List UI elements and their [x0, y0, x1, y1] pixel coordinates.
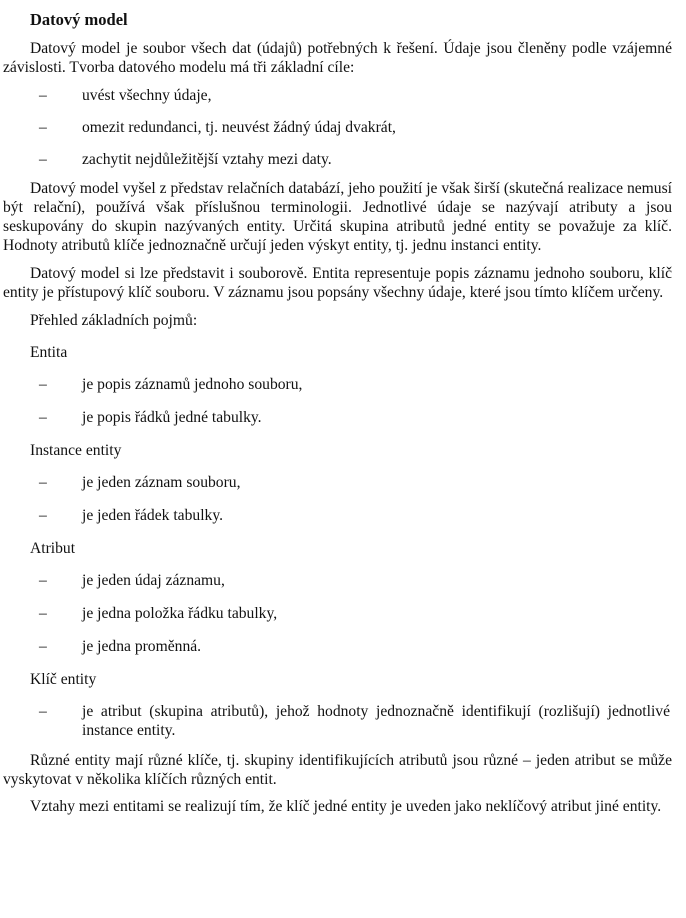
list-item: [30, 506, 672, 525]
list-item: [30, 118, 672, 137]
term-instance-label: Instance entity: [30, 442, 122, 459]
term-definition: je popis řádků jedné tabulky.: [82, 409, 262, 426]
dash-bullet: –: [39, 572, 47, 589]
term-entity-label: Entita: [30, 344, 68, 361]
term-definition: je popis záznamů jednoho souboru,: [82, 376, 303, 393]
file-analogy-paragraph: Datový model si lze představit i souborově. Entita representuje popis záznamu jednoho souboru, klíč entity je přístupový klíč souboru. V záznamu jsou popsány všechny údaje, které jsou tímto klíčem určeny.: [3, 265, 672, 301]
dash-bullet: –: [39, 119, 47, 136]
list-item: [30, 86, 672, 105]
term-key-list: [30, 702, 672, 740]
list-item: [30, 473, 672, 492]
dash-bullet: –: [39, 409, 47, 426]
terminology-paragraph: Datový model vyšel z představ relačních databází, jeho použití je však širší (skutečná realizace nemusí být relační), používá však příslušnou terminologii. Jednotlivé údaje se nazývají atributy a jsou seskupovány do skupin nazývaných entity. Určitá skupina atributů jedné entity se považuje za klíč. Hodnoty atributů klíče jednoznačně určují jeden výskyt entity, tj. jednu instanci entity.: [3, 180, 672, 254]
dash-bullet: –: [39, 151, 47, 168]
term-instance-list: [30, 473, 672, 525]
dash-bullet: –: [39, 474, 47, 491]
section-title: Datový model: [30, 10, 128, 29]
term-entity-list: [30, 375, 672, 427]
goal-text: uvést všechny údaje,: [82, 87, 212, 104]
list-item: [30, 571, 672, 590]
overview-label: Přehled základních pojmů:: [30, 312, 198, 329]
relations-paragraph: Vztahy mezi entitami se realizují tím, že klíč jedné entity je uveden jako neklíčový atribut jiné entity.: [30, 798, 662, 815]
term-attribute-list: [30, 571, 672, 656]
dash-bullet: –: [39, 638, 47, 655]
goal-text: omezit redundanci, tj. neuvést žádný údaj dvakrát,: [82, 119, 396, 136]
term-definition: je jeden záznam souboru,: [82, 474, 241, 491]
dash-bullet: –: [39, 376, 47, 393]
list-item: [30, 702, 672, 740]
goals-list: [30, 86, 672, 169]
intro-paragraph: Datový model je soubor všech dat (údajů) potřebných k řešení. Údaje jsou členěny podle vzájemné závislosti. Tvorba datového modelu má tři základní cíle:: [3, 40, 672, 76]
dash-bullet: –: [39, 87, 47, 104]
term-attribute-label: Atribut: [30, 540, 76, 557]
term-definition: je jeden údaj záznamu,: [82, 572, 225, 589]
term-definition: je jedna položka řádku tabulky,: [82, 605, 278, 622]
dash-bullet: –: [39, 703, 47, 720]
list-item: [30, 604, 672, 623]
list-item: [30, 637, 672, 656]
term-key-label: Klíč entity: [30, 671, 97, 688]
dash-bullet: –: [39, 605, 47, 622]
term-definition: je jedna proměnná.: [82, 638, 202, 655]
list-item: [30, 150, 672, 169]
term-definition: je atribut (skupina atributů), jehož hodnoty jednoznačně identifikují (rozlišují) jednotlivé instance entity.: [82, 703, 670, 739]
list-item: [30, 408, 672, 427]
list-item: [30, 375, 672, 394]
keys-paragraph: Různé entity mají různé klíče, tj. skupiny identifikujících atributů jsou různé – jeden atribut se může vyskytovat v několika klíčích různých entit.: [3, 752, 672, 788]
dash-bullet: –: [39, 507, 47, 524]
goal-text: zachytit nejdůležitější vztahy mezi daty.: [82, 151, 332, 168]
term-definition: je jeden řádek tabulky.: [82, 507, 224, 524]
